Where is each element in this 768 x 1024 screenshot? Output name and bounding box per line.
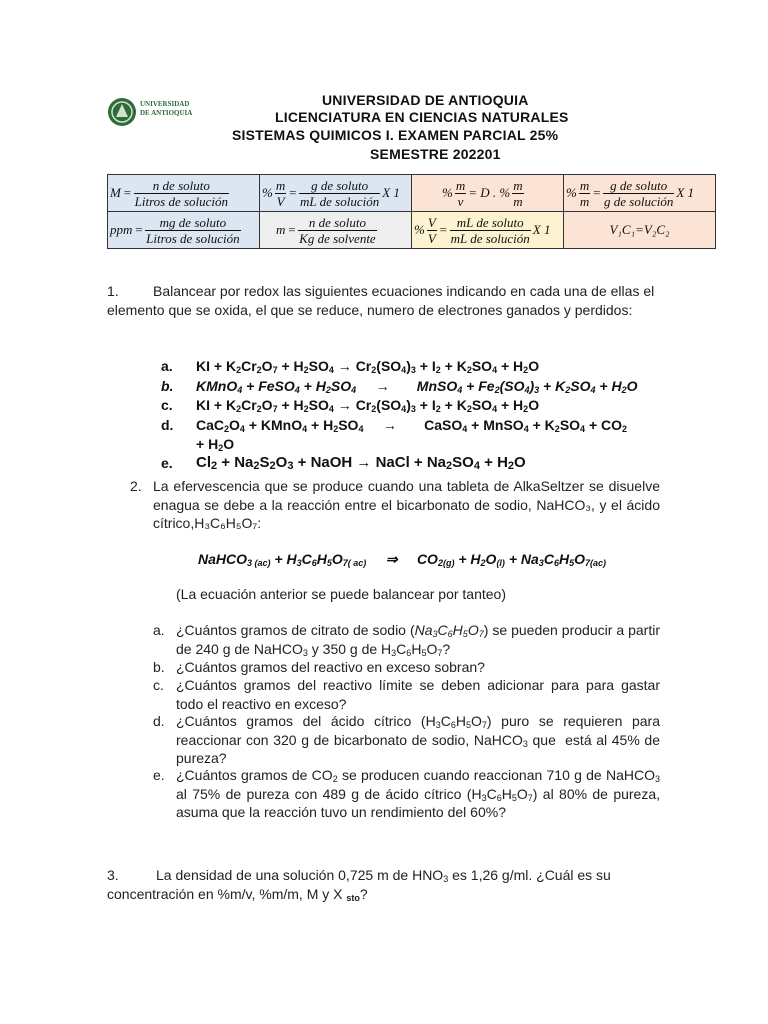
q2b-text: ¿Cuántos gramos del reactivo en exceso sobran? — [176, 659, 485, 675]
molarity-formula: M = $\frac{\text{n de soluto}}{\text{Litros de solución}}$ — [108, 175, 260, 212]
percent-mv-formula: % $\frac{m}{V}$ = $\frac{\text{g de soluto}}{\text{mL de solución}}$ X 1 — [260, 175, 412, 212]
q2-number: 2. — [130, 478, 142, 494]
exam-title: SISTEMAS QUIMICOS I. EXAMEN PARCIAL 25% — [232, 127, 559, 143]
q2b-label: b. — [153, 659, 165, 675]
q1d-label: d. — [161, 417, 174, 433]
dilution-formula: V₁C₁=V₂C₂ — [564, 212, 716, 249]
q2c-label: c. — [153, 677, 164, 693]
semester-title: SEMESTRE 202201 — [370, 146, 501, 162]
q2e-label: e. — [153, 767, 165, 783]
q3-text: La densidad de una solución 0,725 m de $HNO_3$ es 1,26 g/ml. ¿Cuál es su concentración en %m/v, %m/m, M y X $_{sto}$? — [107, 867, 611, 903]
percent-vv-formula: % $\frac{V}{V}$ = $\frac{\text{mL de soluto}}{\text{mL de solución}}$ X 1 — [412, 212, 564, 249]
q1b-equation: KMnO$_4$ + FeSO$_4$ + $H_2SO_4$ → MnSO$_4$ + $Fe_2(SO_4)_3 + K_2SO_4 + H_2O$ — [196, 378, 638, 395]
q1b-label: b. — [161, 378, 174, 394]
q2a-label: a. — [153, 622, 165, 638]
logo-text-line-1: UNIVERSIDAD — [140, 100, 190, 108]
university-title: UNIVERSIDAD DE ANTIOQUIA — [322, 92, 529, 108]
q1a-equation: KI + $K_2Cr_2O_7 + H_2SO_4 \to Cr_2(SO_4)_3 + I_2 + K_2SO_4 + H_2O$ — [196, 358, 540, 375]
q2-equation: NaHCO$_{3 (ac)}$ + $H_3C_6H_5O_{7( ac)}$ ⇒ $CO_{2(g)} + H_2O_{(l)} + Na_3C_6H_5O_{7(ac)}$ — [198, 551, 606, 568]
q3-number: 3. — [107, 867, 119, 883]
q2d-text: ¿Cuántos gramos del ácido cítrico $(H_3C_6H_5O_7)$ puro se requieren para reaccionar con 320 g de bicarbonato de sodio, NaHCO$_3$ que está al 45% de pureza? — [176, 713, 661, 766]
q1c-equation: KI + $K_2Cr_2O_7 + H_2SO_4 \to Cr_2(SO_4)_3 + I_2 + K_2SO_4 + H_2O$ — [196, 397, 540, 414]
percent-mm-formula: % $\frac{m}{m}$ = $\frac{\text{g de soluto}}{\text{g de solución}}$ X 1 — [564, 175, 716, 212]
q1-number: 1. — [107, 283, 119, 299]
q1c-label: c. — [161, 397, 173, 413]
q1e-label: e. — [161, 455, 173, 471]
q1d-equation: $CaC_2O_4$ + KMnO$_4$ + $H_2SO_4$ → CaSO$_4$ + MnSO$_4$ + $K_2SO_4 + CO_2$ — [196, 417, 628, 434]
q1d-equation-cont: + $H_2O$ — [196, 436, 235, 453]
density-conversion-formula: % $\frac{m}{v}$ = D . % $\frac{m}{m}$ — [412, 175, 564, 212]
q1a-label: a. — [161, 358, 173, 374]
formula-table — [107, 174, 716, 249]
program-title: LICENCIATURA EN CIENCIAS NATURALES — [275, 109, 569, 125]
q2-intro: La efervescencia que se produce cuando una tableta de AlkaSeltzer se disuelve enagua se debe a la reacción entre el bicarbonato de sodio, NaHCO₃, y el ácido cítrico,H₃C₆H₅O₇: — [153, 478, 660, 531]
logo-text-line-2: DE ANTIOQUIA — [140, 109, 193, 117]
q2c-text: ¿Cuántos gramos del reactivo límite se deben adicionar para para gastar todo el reactivo en exceso? — [176, 677, 660, 712]
q2d-label: d. — [153, 713, 165, 729]
q1-text: Balancear por redox las siguientes ecuaciones indicando en cada una de ellas el elemento que se oxida, el que se reduce, numero de electrones ganados y perdidos: — [107, 283, 655, 318]
q1e-equation: $Cl_2 + Na_2S_2O_3$ + NaOH → NaCl + $Na_2SO_4 + H_2O$ — [196, 454, 526, 472]
q2e-text: ¿Cuántos gramos de $CO_2$ se producen cuando reaccionan 710 g de NaHCO$_3$ al 75% de pureza con 489 g de ácido cítrico $(H_3C_6H_5O_7)$ al 80% de pureza, asuma que la reacción tuvo un rendimiento del 60%? — [176, 767, 661, 820]
university-logo — [107, 92, 195, 132]
q2a-text: ¿Cuántos gramos de citrato de sodio $(Na_3C_6H_5O_7)$ se pueden producir a partir de 240 g de NaHCO$_3$ y 350 g de $H_3C_6H_5O_7$? — [176, 622, 660, 658]
molality-formula: m = $\frac{\text{n de soluto}}{\text{Kg de solvente}}$ — [260, 212, 412, 249]
ppm-formula: ppm = $\frac{\text{mg de soluto}}{\text{Litros de solución}}$ — [108, 212, 260, 249]
q2-note: (La ecuación anterior se puede balancear por tanteo) — [176, 586, 506, 602]
